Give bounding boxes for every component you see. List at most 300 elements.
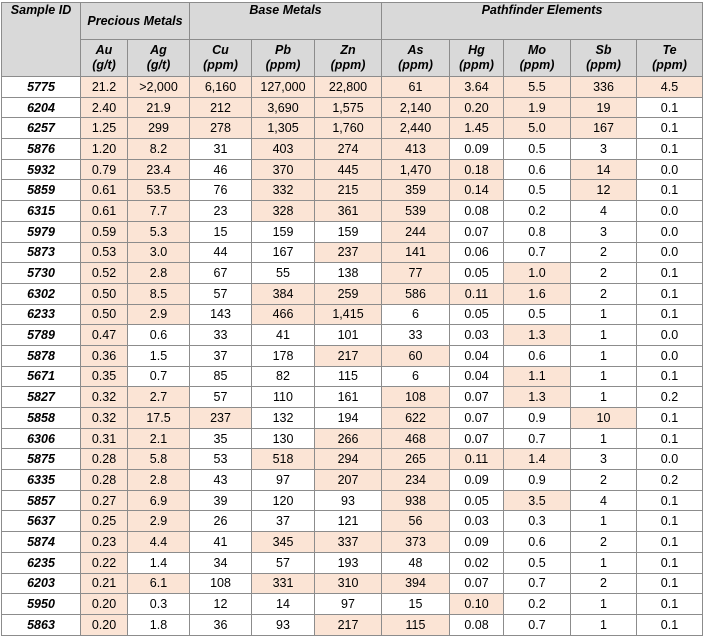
value-cell-mo: 0.6 <box>504 532 571 553</box>
value-cell-pb: 332 <box>252 180 315 201</box>
value-cell-sb: 3 <box>571 221 637 242</box>
value-cell-zn: 93 <box>315 490 382 511</box>
value-cell-hg: 0.20 <box>450 97 504 118</box>
column-header-mo <box>504 40 571 77</box>
value-cell-as: 56 <box>382 511 450 532</box>
value-cell-au: 1.20 <box>81 139 128 160</box>
table-row <box>2 387 703 408</box>
value-cell-as: 61 <box>382 77 450 98</box>
sample-id-cell: 5858 <box>2 408 81 429</box>
value-cell-au: 0.50 <box>81 283 128 304</box>
value-cell-as: 77 <box>382 263 450 284</box>
value-cell-pb: 345 <box>252 532 315 553</box>
value-cell-mo: 3.5 <box>504 490 571 511</box>
value-cell-cu: 237 <box>190 408 252 429</box>
value-cell-ag: 2.9 <box>128 511 190 532</box>
value-cell-sb: 167 <box>571 118 637 139</box>
sample-id-cell: 6204 <box>2 97 81 118</box>
column-name: Sb <box>595 43 612 57</box>
value-cell-ag: 2.9 <box>128 304 190 325</box>
value-cell-te: 0.0 <box>637 325 703 346</box>
value-cell-cu: 108 <box>190 573 252 594</box>
column-name: As <box>407 43 424 57</box>
value-cell-mo: 0.5 <box>504 180 571 201</box>
sample-id-cell: 5730 <box>2 263 81 284</box>
column-name: Te <box>662 43 677 57</box>
value-cell-hg: 0.10 <box>450 594 504 615</box>
column-name: Ag <box>150 43 167 57</box>
value-cell-mo: 1.9 <box>504 97 571 118</box>
value-cell-ag: >2,000 <box>128 77 190 98</box>
column-header-hg <box>450 40 504 77</box>
value-cell-sb: 1 <box>571 345 637 366</box>
value-cell-hg: 0.02 <box>450 552 504 573</box>
table-row <box>2 97 703 118</box>
value-cell-sb: 2 <box>571 470 637 491</box>
value-cell-as: 6 <box>382 366 450 387</box>
value-cell-pb: 328 <box>252 201 315 222</box>
value-cell-sb: 1 <box>571 594 637 615</box>
value-cell-pb: 130 <box>252 428 315 449</box>
value-cell-sb: 1 <box>571 366 637 387</box>
value-cell-pb: 331 <box>252 573 315 594</box>
value-cell-te: 0.1 <box>637 97 703 118</box>
value-cell-pb: 93 <box>252 614 315 635</box>
table-row <box>2 118 703 139</box>
value-cell-te: 0.1 <box>637 118 703 139</box>
table-row <box>2 180 703 201</box>
value-cell-hg: 0.06 <box>450 242 504 263</box>
value-cell-pb: 97 <box>252 470 315 491</box>
value-cell-zn: 445 <box>315 159 382 180</box>
value-cell-te: 0.0 <box>637 221 703 242</box>
column-header-pb <box>252 40 315 77</box>
sample-id-cell: 6302 <box>2 283 81 304</box>
value-cell-au: 0.32 <box>81 387 128 408</box>
sample-id-cell: 5932 <box>2 159 81 180</box>
value-cell-mo: 1.6 <box>504 283 571 304</box>
value-cell-mo: 0.9 <box>504 408 571 429</box>
value-cell-zn: 159 <box>315 221 382 242</box>
value-cell-pb: 370 <box>252 159 315 180</box>
value-cell-au: 0.47 <box>81 325 128 346</box>
value-cell-cu: 39 <box>190 490 252 511</box>
value-cell-hg: 0.05 <box>450 263 504 284</box>
value-cell-zn: 266 <box>315 428 382 449</box>
value-cell-te: 0.1 <box>637 263 703 284</box>
sample-id-cell: 5876 <box>2 139 81 160</box>
column-name: Au <box>95 43 113 57</box>
value-cell-pb: 120 <box>252 490 315 511</box>
value-cell-as: 394 <box>382 573 450 594</box>
value-cell-zn: 361 <box>315 201 382 222</box>
sample-id-cell: 5775 <box>2 77 81 98</box>
value-cell-mo: 0.5 <box>504 139 571 160</box>
table-body <box>2 77 703 636</box>
value-cell-te: 0.0 <box>637 201 703 222</box>
value-cell-as: 141 <box>382 242 450 263</box>
column-unit: (ppm) <box>330 58 366 72</box>
value-cell-au: 0.36 <box>81 345 128 366</box>
value-cell-cu: 35 <box>190 428 252 449</box>
value-cell-au: 21.2 <box>81 77 128 98</box>
value-cell-zn: 337 <box>315 532 382 553</box>
value-cell-sb: 3 <box>571 139 637 160</box>
value-cell-te: 0.1 <box>637 283 703 304</box>
value-cell-ag: 7.7 <box>128 201 190 222</box>
sample-id-cell: 6306 <box>2 428 81 449</box>
value-cell-zn: 310 <box>315 573 382 594</box>
value-cell-as: 244 <box>382 221 450 242</box>
column-unit: (ppm) <box>459 58 494 72</box>
value-cell-sb: 19 <box>571 97 637 118</box>
value-cell-au: 0.61 <box>81 201 128 222</box>
value-cell-pb: 3,690 <box>252 97 315 118</box>
value-cell-hg: 1.45 <box>450 118 504 139</box>
value-cell-zn: 217 <box>315 614 382 635</box>
value-cell-zn: 294 <box>315 449 382 470</box>
column-header-row <box>2 40 703 77</box>
value-cell-cu: 37 <box>190 345 252 366</box>
value-cell-hg: 0.09 <box>450 470 504 491</box>
value-cell-ag: 6.1 <box>128 573 190 594</box>
value-cell-te: 0.1 <box>637 511 703 532</box>
column-unit: (ppm) <box>652 58 687 72</box>
value-cell-sb: 14 <box>571 159 637 180</box>
value-cell-sb: 336 <box>571 77 637 98</box>
table-row <box>2 594 703 615</box>
value-cell-zn: 1,760 <box>315 118 382 139</box>
value-cell-zn: 259 <box>315 283 382 304</box>
value-cell-cu: 15 <box>190 221 252 242</box>
value-cell-as: 115 <box>382 614 450 635</box>
value-cell-ag: 23.4 <box>128 159 190 180</box>
value-cell-hg: 0.07 <box>450 221 504 242</box>
table-row <box>2 283 703 304</box>
value-cell-cu: 36 <box>190 614 252 635</box>
sample-id-cell: 6257 <box>2 118 81 139</box>
value-cell-au: 0.53 <box>81 242 128 263</box>
value-cell-au: 0.59 <box>81 221 128 242</box>
value-cell-zn: 274 <box>315 139 382 160</box>
value-cell-cu: 12 <box>190 594 252 615</box>
value-cell-mo: 0.2 <box>504 201 571 222</box>
value-cell-hg: 0.03 <box>450 511 504 532</box>
value-cell-te: 0.1 <box>637 573 703 594</box>
value-cell-zn: 121 <box>315 511 382 532</box>
value-cell-zn: 217 <box>315 345 382 366</box>
value-cell-pb: 178 <box>252 345 315 366</box>
value-cell-ag: 8.5 <box>128 283 190 304</box>
value-cell-hg: 0.07 <box>450 387 504 408</box>
value-cell-ag: 2.8 <box>128 470 190 491</box>
value-cell-pb: 167 <box>252 242 315 263</box>
value-cell-cu: 76 <box>190 180 252 201</box>
value-cell-mo: 0.6 <box>504 345 571 366</box>
value-cell-as: 6 <box>382 304 450 325</box>
value-cell-sb: 1 <box>571 614 637 635</box>
value-cell-ag: 5.8 <box>128 449 190 470</box>
table-row <box>2 201 703 222</box>
value-cell-hg: 0.11 <box>450 449 504 470</box>
table-row <box>2 139 703 160</box>
value-cell-hg: 0.04 <box>450 366 504 387</box>
value-cell-hg: 0.08 <box>450 201 504 222</box>
table-row <box>2 77 703 98</box>
sample-id-cell: 5979 <box>2 221 81 242</box>
sample-id-cell: 5671 <box>2 366 81 387</box>
group-header-pathfinder-elements: Pathfinder Elements <box>382 3 703 40</box>
value-cell-cu: 43 <box>190 470 252 491</box>
value-cell-sb: 3 <box>571 449 637 470</box>
value-cell-te: 0.1 <box>637 366 703 387</box>
value-cell-hg: 0.07 <box>450 573 504 594</box>
value-cell-cu: 278 <box>190 118 252 139</box>
value-cell-mo: 0.5 <box>504 304 571 325</box>
value-cell-te: 0.1 <box>637 614 703 635</box>
table-row <box>2 428 703 449</box>
assay-results-table <box>1 2 703 636</box>
table-row <box>2 221 703 242</box>
value-cell-pb: 41 <box>252 325 315 346</box>
value-cell-sb: 12 <box>571 180 637 201</box>
value-cell-cu: 41 <box>190 532 252 553</box>
value-cell-mo: 0.6 <box>504 159 571 180</box>
sample-id-cell: 5878 <box>2 345 81 366</box>
value-cell-mo: 1.4 <box>504 449 571 470</box>
value-cell-cu: 143 <box>190 304 252 325</box>
value-cell-ag: 0.7 <box>128 366 190 387</box>
value-cell-mo: 1.1 <box>504 366 571 387</box>
table-row <box>2 552 703 573</box>
value-cell-ag: 1.5 <box>128 345 190 366</box>
value-cell-te: 0.1 <box>637 428 703 449</box>
value-cell-hg: 0.14 <box>450 180 504 201</box>
sample-id-cell: 5857 <box>2 490 81 511</box>
value-cell-pb: 55 <box>252 263 315 284</box>
value-cell-zn: 193 <box>315 552 382 573</box>
value-cell-te: 0.1 <box>637 139 703 160</box>
value-cell-te: 0.2 <box>637 470 703 491</box>
value-cell-as: 1,470 <box>382 159 450 180</box>
value-cell-au: 0.20 <box>81 594 128 615</box>
value-cell-sb: 2 <box>571 532 637 553</box>
value-cell-au: 0.22 <box>81 552 128 573</box>
value-cell-au: 0.61 <box>81 180 128 201</box>
value-cell-au: 0.27 <box>81 490 128 511</box>
table-row <box>2 159 703 180</box>
value-cell-pb: 127,000 <box>252 77 315 98</box>
value-cell-sb: 1 <box>571 325 637 346</box>
sample-id-cell: 5789 <box>2 325 81 346</box>
value-cell-te: 0.1 <box>637 594 703 615</box>
table-row <box>2 573 703 594</box>
value-cell-sb: 2 <box>571 573 637 594</box>
table-row <box>2 511 703 532</box>
column-name: Zn <box>340 43 356 57</box>
sample-id-header: Sample ID <box>2 3 81 77</box>
value-cell-mo: 0.7 <box>504 614 571 635</box>
sample-id-cell: 6335 <box>2 470 81 491</box>
column-unit: (ppm) <box>398 58 433 72</box>
value-cell-as: 373 <box>382 532 450 553</box>
value-cell-ag: 0.6 <box>128 325 190 346</box>
value-cell-cu: 23 <box>190 201 252 222</box>
sample-id-cell: 6203 <box>2 573 81 594</box>
value-cell-te: 0.1 <box>637 490 703 511</box>
value-cell-mo: 0.3 <box>504 511 571 532</box>
value-cell-sb: 2 <box>571 263 637 284</box>
value-cell-zn: 215 <box>315 180 382 201</box>
value-cell-ag: 2.7 <box>128 387 190 408</box>
value-cell-hg: 0.08 <box>450 614 504 635</box>
value-cell-as: 539 <box>382 201 450 222</box>
value-cell-sb: 10 <box>571 408 637 429</box>
value-cell-pb: 110 <box>252 387 315 408</box>
value-cell-au: 2.40 <box>81 97 128 118</box>
value-cell-mo: 0.7 <box>504 428 571 449</box>
value-cell-pb: 518 <box>252 449 315 470</box>
column-name: Cu <box>212 43 229 57</box>
value-cell-au: 0.25 <box>81 511 128 532</box>
value-cell-te: 0.1 <box>637 532 703 553</box>
value-cell-ag: 4.4 <box>128 532 190 553</box>
value-cell-zn: 138 <box>315 263 382 284</box>
value-cell-ag: 21.9 <box>128 97 190 118</box>
value-cell-te: 0.0 <box>637 242 703 263</box>
value-cell-mo: 0.9 <box>504 470 571 491</box>
value-cell-zn: 161 <box>315 387 382 408</box>
table-row <box>2 345 703 366</box>
column-unit: (g/t) <box>146 58 171 72</box>
value-cell-cu: 6,160 <box>190 77 252 98</box>
value-cell-sb: 4 <box>571 201 637 222</box>
group-header-base-metals: Base Metals <box>190 3 382 40</box>
sample-id-cell: 6233 <box>2 304 81 325</box>
sample-id-cell: 5874 <box>2 532 81 553</box>
value-cell-zn: 101 <box>315 325 382 346</box>
value-cell-cu: 33 <box>190 325 252 346</box>
value-cell-au: 1.25 <box>81 118 128 139</box>
value-cell-hg: 0.04 <box>450 345 504 366</box>
value-cell-as: 2,440 <box>382 118 450 139</box>
value-cell-hg: 3.64 <box>450 77 504 98</box>
value-cell-sb: 1 <box>571 552 637 573</box>
value-cell-au: 0.52 <box>81 263 128 284</box>
value-cell-mo: 0.8 <box>504 221 571 242</box>
value-cell-cu: 85 <box>190 366 252 387</box>
value-cell-ag: 0.3 <box>128 594 190 615</box>
table-row <box>2 263 703 284</box>
value-cell-cu: 26 <box>190 511 252 532</box>
value-cell-as: 359 <box>382 180 450 201</box>
value-cell-pb: 466 <box>252 304 315 325</box>
value-cell-mo: 0.7 <box>504 573 571 594</box>
value-cell-as: 48 <box>382 552 450 573</box>
value-cell-hg: 0.11 <box>450 283 504 304</box>
value-cell-hg: 0.05 <box>450 490 504 511</box>
value-cell-as: 234 <box>382 470 450 491</box>
sample-id-cell: 5827 <box>2 387 81 408</box>
column-name: Pb <box>275 43 291 57</box>
value-cell-zn: 237 <box>315 242 382 263</box>
value-cell-zn: 97 <box>315 594 382 615</box>
column-unit: (g/t) <box>92 58 116 72</box>
value-cell-au: 0.28 <box>81 449 128 470</box>
value-cell-cu: 53 <box>190 449 252 470</box>
value-cell-as: 468 <box>382 428 450 449</box>
value-cell-ag: 3.0 <box>128 242 190 263</box>
value-cell-mo: 1.3 <box>504 387 571 408</box>
table-row <box>2 614 703 635</box>
column-unit: (ppm) <box>586 58 621 72</box>
value-cell-ag: 2.1 <box>128 428 190 449</box>
value-cell-mo: 0.2 <box>504 594 571 615</box>
group-header-row <box>2 3 703 40</box>
table-row <box>2 449 703 470</box>
value-cell-pb: 159 <box>252 221 315 242</box>
sample-id-cell: 6235 <box>2 552 81 573</box>
value-cell-cu: 44 <box>190 242 252 263</box>
value-cell-au: 0.35 <box>81 366 128 387</box>
value-cell-ag: 299 <box>128 118 190 139</box>
value-cell-hg: 0.07 <box>450 408 504 429</box>
table-row <box>2 366 703 387</box>
value-cell-au: 0.20 <box>81 614 128 635</box>
value-cell-as: 938 <box>382 490 450 511</box>
sample-id-cell: 5873 <box>2 242 81 263</box>
table-row <box>2 325 703 346</box>
value-cell-ag: 53.5 <box>128 180 190 201</box>
column-name: Mo <box>527 43 547 57</box>
value-cell-as: 15 <box>382 594 450 615</box>
column-name: Hg <box>468 43 485 57</box>
sample-id-cell: 5859 <box>2 180 81 201</box>
sample-id-cell: 5637 <box>2 511 81 532</box>
value-cell-te: 4.5 <box>637 77 703 98</box>
column-header-sb <box>571 40 637 77</box>
column-header-te <box>637 40 703 77</box>
column-header-cu <box>190 40 252 77</box>
column-header-zn <box>315 40 382 77</box>
column-header-au <box>81 40 128 77</box>
column-unit: (ppm) <box>519 58 555 72</box>
value-cell-ag: 6.9 <box>128 490 190 511</box>
value-cell-zn: 194 <box>315 408 382 429</box>
value-cell-sb: 4 <box>571 490 637 511</box>
value-cell-ag: 2.8 <box>128 263 190 284</box>
table-row <box>2 304 703 325</box>
value-cell-as: 265 <box>382 449 450 470</box>
value-cell-cu: 57 <box>190 283 252 304</box>
value-cell-sb: 1 <box>571 387 637 408</box>
table-row <box>2 470 703 491</box>
value-cell-te: 0.1 <box>637 408 703 429</box>
value-cell-pb: 384 <box>252 283 315 304</box>
value-cell-sb: 1 <box>571 304 637 325</box>
table-row <box>2 532 703 553</box>
value-cell-au: 0.79 <box>81 159 128 180</box>
group-header-precious-metals: Precious Metals <box>81 3 190 40</box>
table-row <box>2 408 703 429</box>
value-cell-cu: 34 <box>190 552 252 573</box>
value-cell-pb: 37 <box>252 511 315 532</box>
value-cell-au: 0.50 <box>81 304 128 325</box>
value-cell-sb: 1 <box>571 428 637 449</box>
value-cell-ag: 1.4 <box>128 552 190 573</box>
value-cell-au: 0.31 <box>81 428 128 449</box>
value-cell-sb: 2 <box>571 242 637 263</box>
